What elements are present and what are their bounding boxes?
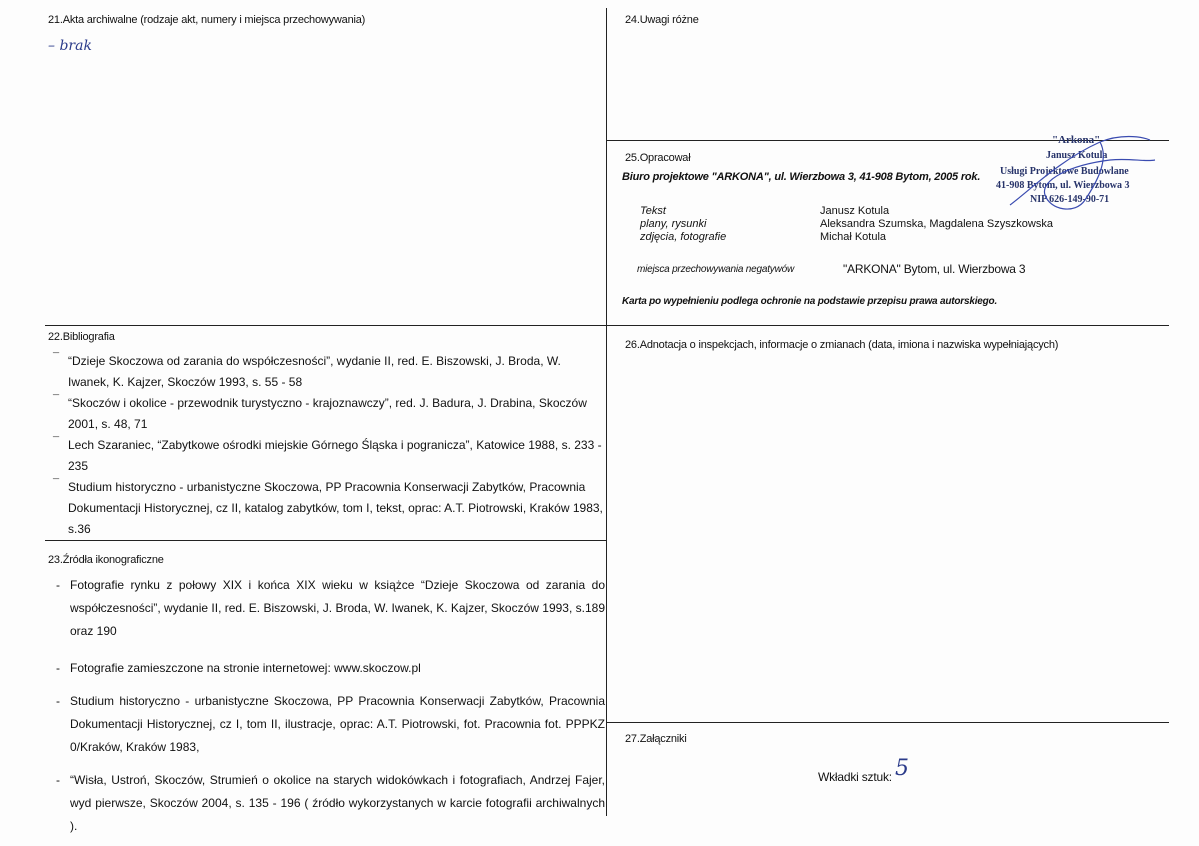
- credit-name: Aleksandra Szumska, Magdalena Szyszkowska: [820, 218, 1053, 230]
- section-21-handwritten: – brak: [48, 38, 92, 54]
- source-item: - “Wisła, Ustroń, Skoczów, Strumień o okolice na starych widokówkach i fotografiach, Andrzej Fajer, wyd pierwsze, Skoczów 2004, s. 135 - 196 ( źródło wykorzystanych w karcie fotografii archiwalnych ).: [56, 773, 605, 833]
- credit-roles: [640, 205, 726, 244]
- bibliography-item: ¯ Lech Szaraniec, “Zabytkowe ośrodki miejskie Górnego Śląska i pogranicza”, Katowice 1988, s. 233 - 235: [53, 436, 602, 473]
- stamp-line: 41-908 Bytom, ul. Wierzbowa 3: [996, 180, 1130, 191]
- center-divider: [606, 8, 607, 816]
- bibliography-item: ¯ Studium historyczno - urbanistyczne Skoczowa, PP Pracownia Konserwacji Zabytków, Pracownia Dokumentacji Historycznej, cz II, katalog zabytków, tom I, tekst, oprac: A.T. Piotrowski, Kraków 1983, s.36: [53, 478, 603, 536]
- section-25-title: 25.Opracował: [625, 152, 691, 164]
- bibliography-item: ¯ “Skoczów i okolice - przewodnik turystyczno - krajoznawczy”, red. J. Badura, J. Drabina, Skoczów 2001, s. 48, 71: [53, 394, 587, 431]
- stamp-line: "Arkona": [1052, 134, 1101, 146]
- credit-role: plany, rysunki: [640, 218, 707, 230]
- source-item: - Fotografie rynku z połowy XIX i końca XIX wieku w książce “Dzieje Skoczowa od zarania do współczesności”, wydanie II, red. E. Biszowski, J. Broda, W. Iwanek, K. Kajzer, Skoczów 1993, s.189 oraz 190: [56, 578, 605, 638]
- stamp-line: NIP 626-149-90-71: [1030, 194, 1110, 205]
- credit-role: zdjęcia, fotografie: [640, 231, 727, 243]
- credit-name: Janusz Kotula: [820, 205, 890, 217]
- section-26-title: 26.Adnotacja o inspekcjach, informacje o zmianach (data, imiona i nazwiska wypełniających): [625, 339, 1059, 351]
- attachments-count-value: 5: [895, 756, 909, 781]
- negatives-label: miejsca przechowywania negatywów: [637, 264, 795, 275]
- source-item: - Studium historyczno - urbanistyczne Skoczowa, PP Pracownia Konserwacji Zabytków, Pracownia Dokumentacji Historycznej, cz I, tom II, ilustracje, oprac: A.T. Piotrowski, fot. Pracownia fot. PPPKZ 0/Kraków, Kraków 1983,: [56, 694, 605, 754]
- bibliography-list: [50, 351, 605, 540]
- divider-25-26: [606, 325, 1169, 326]
- copyright-note: Karta po wypełnieniu podlega ochronie na podstawie przepisu prawa autorskiego.: [622, 296, 998, 307]
- divider-22-23: [45, 540, 606, 541]
- section-27-title: 27.Załączniki: [625, 733, 687, 745]
- bibliography-item: ¯ “Dzieje Skoczowa od zarania do współczesności”, wydanie II, red. E. Biszowski, J. Broda, W. Iwanek, K. Kajzer, Skoczów 1993, s. 55 - 58: [53, 352, 561, 389]
- stamp-line: Usługi Projektowe Budowlane: [1000, 166, 1129, 177]
- source-item: - Fotografie zamieszczone na stronie internetowej: www.skoczow.pl: [56, 661, 421, 675]
- company-stamp: [990, 130, 1195, 220]
- attachments-count-label: Wkładki sztuk:: [818, 770, 892, 784]
- divider-21-22: [45, 325, 606, 326]
- divider-26-27: [606, 722, 1169, 723]
- credit-role: Tekst: [640, 205, 666, 217]
- credit-name: Michał Kotula: [820, 231, 887, 243]
- section-24-title: 24.Uwagi różne: [625, 14, 699, 26]
- section-23-title: 23.Źródła ikonograficzne: [48, 554, 164, 566]
- stamp-line: Janusz Kotula: [1046, 150, 1108, 161]
- section-22-title: 22.Bibliografia: [48, 331, 115, 343]
- negatives-value: "ARKONA" Bytom, ul. Wierzbowa 3: [843, 262, 1026, 276]
- office-address: Biuro projektowe "ARKONA", ul. Wierzbowa 3, 41-908 Bytom, 2005 rok.: [622, 171, 981, 183]
- iconographic-sources-list: [50, 574, 605, 838]
- section-21-title: 21.Akta archiwalne (rodzaje akt, numery i miejsca przechowywania): [48, 14, 366, 26]
- signature-icon: [990, 130, 1195, 220]
